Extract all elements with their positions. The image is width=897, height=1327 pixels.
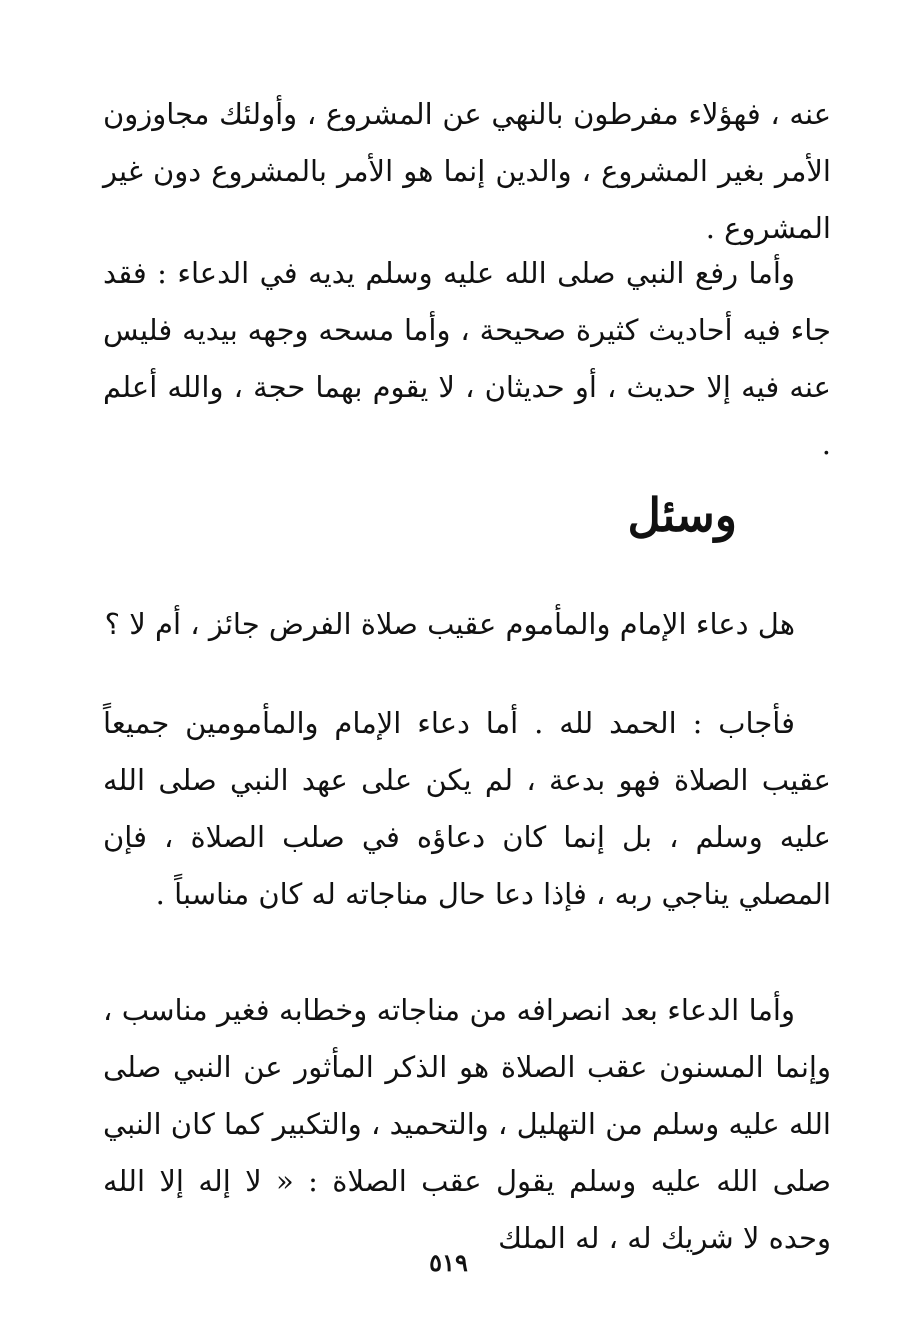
answer-paragraph-1: فأجاب : الحمد لله . أما دعاء الإمام والمأمومين جميعاً عقيب الصلاة فهو بدعة ، لم يكن على عهد النبي صلى الله عليه وسلم ، بل إنما كان دعاؤه في صلب الصلاة ، فإن المصلي يناجي ربه ، فإذا دعا حال مناجاته له كان مناسباً . — [103, 706, 831, 911]
question-text: هل دعاء الإمام والمأموم عقيب صلاة الفرض جائز ، أم لا ؟ — [104, 607, 795, 641]
page-number: ٥١٩ — [429, 1248, 468, 1277]
section-heading: وسئل — [627, 488, 737, 542]
answer-paragraph-2: وأما الدعاء بعد انصرافه من مناجاته وخطابه فغير مناسب ، وإنما المسنون عقب الصلاة هو الذكر المأثور عن النبي صلى الله عليه وسلم من التهليل ، والتحميد ، والتكبير كما كان النبي صلى الله عليه وسلم يقول عقب الصلاة : « لا إله إلا الله وحده لا شريك له ، له الملك — [103, 993, 831, 1255]
paragraph-1: عنه ، فهؤلاء مفرطون بالنهي عن المشروع ، وأولئك مجاوزون الأمر بغير المشروع ، والدين إنما هو الأمر بالمشروع دون غير المشروع . — [103, 97, 831, 245]
paragraph-2: وأما رفع النبي صلى الله عليه وسلم يديه في الدعاء : فقد جاء فيه أحاديث كثيرة صحيحة ، وأما مسحه وجهه بيديه فليس عنه فيه إلا حديث ، أو حديثان ، لا يقوم بهما حجة ، والله أعلم . — [103, 256, 831, 461]
